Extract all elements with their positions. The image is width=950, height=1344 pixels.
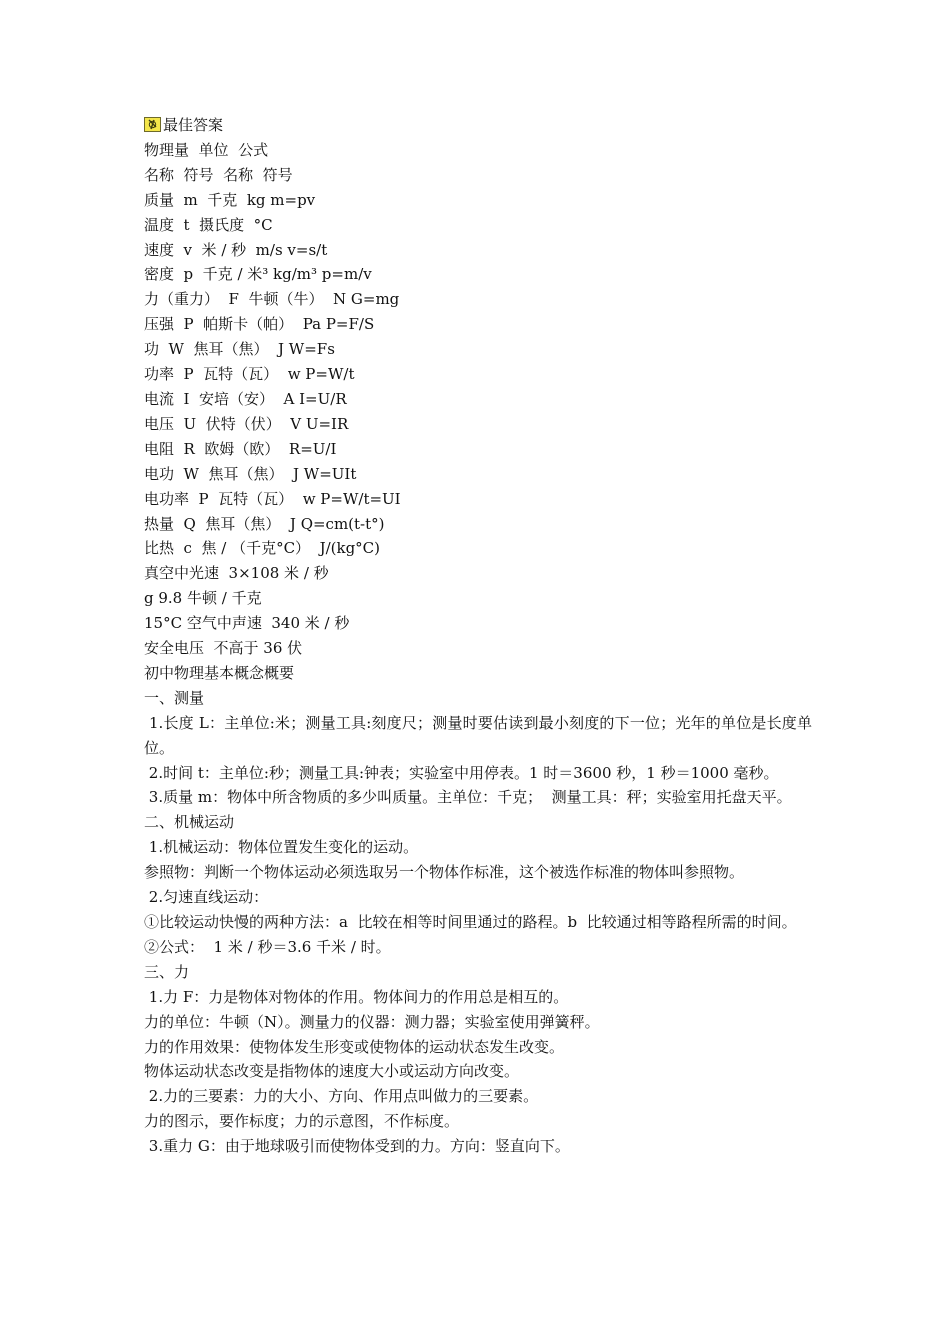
text-line: 力的作用效果：使物体发生形变或使物体的运动状态发生改变。 xyxy=(144,1037,565,1056)
text-line: 电功 W 焦耳（焦） J W=UIt xyxy=(144,464,357,483)
text-line: 电流 I 安培（安） A I=U/R xyxy=(144,389,347,408)
text-line: 电压 U 伏特（伏） V U=IR xyxy=(144,414,349,433)
text-line: g 9.8 牛顿 / 千克 xyxy=(144,589,262,608)
text-line: 参照物：判断一个物体运动必须选取另一个物体作标准，这个被选作标准的物体叫参照物。 xyxy=(144,863,745,882)
text-line: ②公式： 1 米 / 秒＝3.6 千米 / 时。 xyxy=(144,937,391,956)
text-line: 2.力的三要素：力的大小、方向、作用点叫做力的三要素。 xyxy=(144,1087,539,1106)
text-line: 温度 t 摄氏度 °C xyxy=(144,215,273,234)
text-line: 压强 P 帕斯卡（帕） Pa P=F/S xyxy=(144,315,375,334)
section-heading: 一、测量 xyxy=(144,688,205,707)
text-line: 热量 Q 焦耳（焦） J Q=cm(t-t°) xyxy=(144,514,385,533)
text-line: 3.重力 G：由于地球吸引而使物体受到的力。方向：竖直向下。 xyxy=(144,1137,570,1156)
section-title: 初中物理基本概念概要 xyxy=(144,663,295,682)
answer-header xyxy=(144,113,812,138)
text-line: 电功率 P 瓦特（瓦） w P=W/t=UI xyxy=(144,489,401,508)
text-line: 物理量 单位 公式 xyxy=(144,140,269,159)
text-line: 安全电压 不高于 36 伏 xyxy=(144,639,303,658)
text-line: 功 W 焦耳（焦） J W=Fs xyxy=(144,340,335,359)
text-line: 功率 P 瓦特（瓦） w P=W/t xyxy=(144,365,355,384)
answer-title: 最佳答案 xyxy=(163,116,224,134)
text-line: 15°C 空气中声速 340 米 / 秒 xyxy=(144,614,350,633)
section-heading: 三、力 xyxy=(144,962,190,981)
text-line: 力的图示，要作标度；力的示意图，不作标度。 xyxy=(144,1112,460,1131)
text-line: 1.机械运动：物体位置发生变化的运动。 xyxy=(144,838,419,857)
text-line: 比热 c 焦 / （千克°C） J/(kg°C) xyxy=(144,539,381,558)
text-line: 1.力 F：力是物体对物体的作用。物体间力的作用总是相互的。 xyxy=(144,987,569,1006)
text-line: 名称 符号 名称 符号 xyxy=(144,165,293,184)
text-line: 力（重力） F 牛顿（牛） N G=mg xyxy=(144,290,400,309)
text-line: 速度 v 米 / 秒 m/s v=s/t xyxy=(144,240,328,259)
text-line: 1.长度 L：主单位:米；测量工具:刻度尺；测量时要估读到最小刻度的下一位；光年的单位是长度单位。 xyxy=(144,713,812,757)
best-answer-icon xyxy=(144,117,161,132)
text-line: 真空中光速 3×108 米 / 秒 xyxy=(144,564,329,583)
text-line: 2.匀速直线运动： xyxy=(144,888,269,907)
text-line: 密度 p 千克 / 米³ kg/m³ p=m/v xyxy=(144,265,372,284)
text-line: 质量 m 千克 kg m=pv xyxy=(144,190,316,209)
text-line: 3.质量 m：物体中所含物质的多少叫质量。主单位：千克； 测量工具：秤；实验室用托盘天平。 xyxy=(144,788,792,807)
document-body xyxy=(144,113,812,1159)
text-line: 物体运动状态改变是指物体的速度大小或运动方向改变。 xyxy=(144,1062,520,1081)
text-line: ①比较运动快慢的两种方法：a 比较在相等时间里通过的路程。b 比较通过相等路程所需的时间。 xyxy=(144,913,797,931)
text-line: 电阻 R 欧姆（欧） R=U/I xyxy=(144,439,337,458)
section-heading: 二、机械运动 xyxy=(144,813,235,832)
text-line: 2.时间 t：主单位:秒；测量工具:钟表；实验室中用停表。1 时＝3600 秒，1 秒＝1000 毫秒。 xyxy=(144,763,779,782)
text-line: 力的单位：牛顿（N）。测量力的仪器：测力器；实验室使用弹簧秤。 xyxy=(144,1012,600,1031)
